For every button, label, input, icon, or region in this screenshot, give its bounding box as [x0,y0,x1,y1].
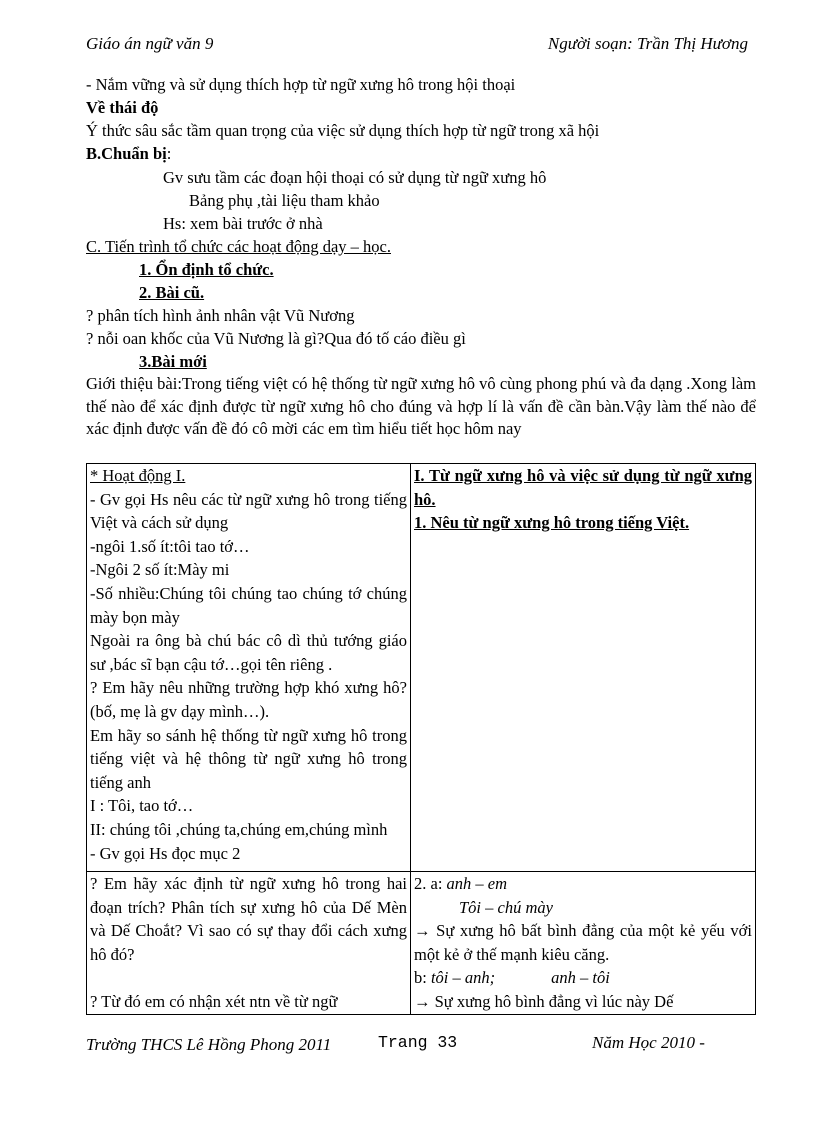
activity-line: I : Tôi, tao tớ… [90,796,194,816]
lesson-table [86,463,756,1015]
content-block [414,872,752,1014]
prep-students: Hs: xem bài trước ở nhà [163,214,323,233]
activity-content [90,872,407,1014]
activity-content [90,464,407,865]
activity-line: - Gv gọi Hs nêu các từ ngữ xưng hô trong tiếng Việt và cách sử dụng [90,489,407,533]
activity-line: - Gv gọi Hs đọc mục 2 [90,843,241,863]
pronoun-pair: tôi – anh; [430,968,496,988]
question-text: ? Từ đó em có nhận xét ntn về từ ngữ [90,991,338,1011]
footer-page-number: Trang 33 [378,1033,458,1052]
answer-a [414,872,752,896]
table-row [87,464,756,872]
activity-line: ? Em hãy nêu những trường hợp khó xưng hô? (bố, mẹ là gv dạy mình…). [90,678,407,721]
content-heading: I. Từ ngữ xưng hô và việc sử dụng từ ngữ xưng hô. [414,466,752,509]
answer-note: → Sự xưng hô bất bình đẳng của một kẻ yếu với một kẻ ở thế mạnh kiêu căng. [414,921,752,964]
prep-materials: Bảng phụ ,tài liệu tham khảo [189,191,380,210]
footer-school: Trường THCS Lê Hồng Phong 2011 [86,1035,332,1054]
answer-label: b: [414,968,431,988]
activity-cell [87,872,411,1015]
section-process: C. Tiến trình tổ chức các hoạt động dạy – học. [86,237,391,256]
activity-heading: * Hoạt động I. [90,466,186,485]
preparation-heading: B.Chuẩn bị [86,144,167,163]
prep-teacher: Gv sưu tầm các đoạn hội thoại có sử dụng từ ngữ xưng hô [163,168,547,187]
step-2: 2. Bài cũ. [139,283,205,302]
objective-line: - Nắm vững và sử dụng thích hợp từ ngữ xưng hô trong hội thoại [86,75,516,94]
content-block [414,464,752,535]
step-1: 1. Ổn định tổ chức. [139,260,274,279]
section-attitude: Về thái độ [86,98,159,117]
activity-line: Ngoài ra ông bà chú bác cô dì thủ tướng giáo sư ,bác sĩ bạn cậu tớ…gọi tên riêng . [90,631,407,674]
activity-cell [87,464,411,872]
activity-line: II: chúng tôi ,chúng ta,chúng em,chúng mình [90,819,388,839]
preparation-colon: : [166,144,172,163]
activity-line: -Ngôi 2 số ít:Mày mi [90,560,230,580]
pronoun-pair: anh – tôi [551,968,610,988]
pronoun-pair: anh – em [446,874,508,893]
question-2: ? nỗi oan khốc của Vũ Nương là gì?Qua đó tố cáo điều gì [86,329,466,348]
section-preparation [86,143,171,165]
question-text: ? Em hãy xác định từ ngữ xưng hô trong hai đoạn trích? Phân tích sự xưng hô của Dế Mèn và Dế Choắt? Vì sao có sự thay đổi cách xưng hô đó? [90,874,407,964]
answer-b [414,966,752,990]
header-author: Người soạn: Trần Thị Hương [547,34,748,53]
pronoun-pair: Tôi – chú mày [459,897,553,917]
lesson-intro: Giới thiệu bài:Trong tiếng việt có hệ thống từ ngữ xưng hô vô cùng phong phú và đa dạng .Xong làm thế nào để xác định được từ ngữ xưng hô cho đúng và hợp lí là vấn đề cần bàn.Vậy làm thế nào để xác định được vấn đề đó cô mời các em tìm hiểu tiết học hôm nay [86,374,756,438]
table-row [87,872,756,1015]
question-1: ? phân tích hình ảnh nhân vật Vũ Nương [86,306,355,325]
footer-school-year: Năm Học 2010 - [592,1033,705,1052]
answer-label: 2. a: [414,874,447,893]
content-subheading: 1. Nêu từ ngữ xưng hô trong tiếng Việt. [414,513,690,533]
activity-line: -Số nhiều:Chúng tôi chúng tao chúng tớ chúng mày bọn mày [90,583,407,627]
content-cell [411,872,756,1015]
activity-line: -ngôi 1.số ít:tôi tao tớ… [90,536,250,556]
activity-line: Em hãy so sánh hệ thống từ ngữ xưng hô trong tiếng việt và hệ thông từ ngữ xưng hô trong tiếng anh [90,725,407,792]
header-title: Giáo án ngữ văn 9 [86,34,214,53]
answer-note: → Sự xưng hô bình đẳng vì lúc này Dế [414,991,674,1011]
step-3: 3.Bài mới [139,352,207,371]
content-cell [411,464,756,872]
attitude-text: Ý thức sâu sắc tầm quan trọng của việc sử dụng thích hợp từ ngữ trong xã hội [86,121,600,140]
